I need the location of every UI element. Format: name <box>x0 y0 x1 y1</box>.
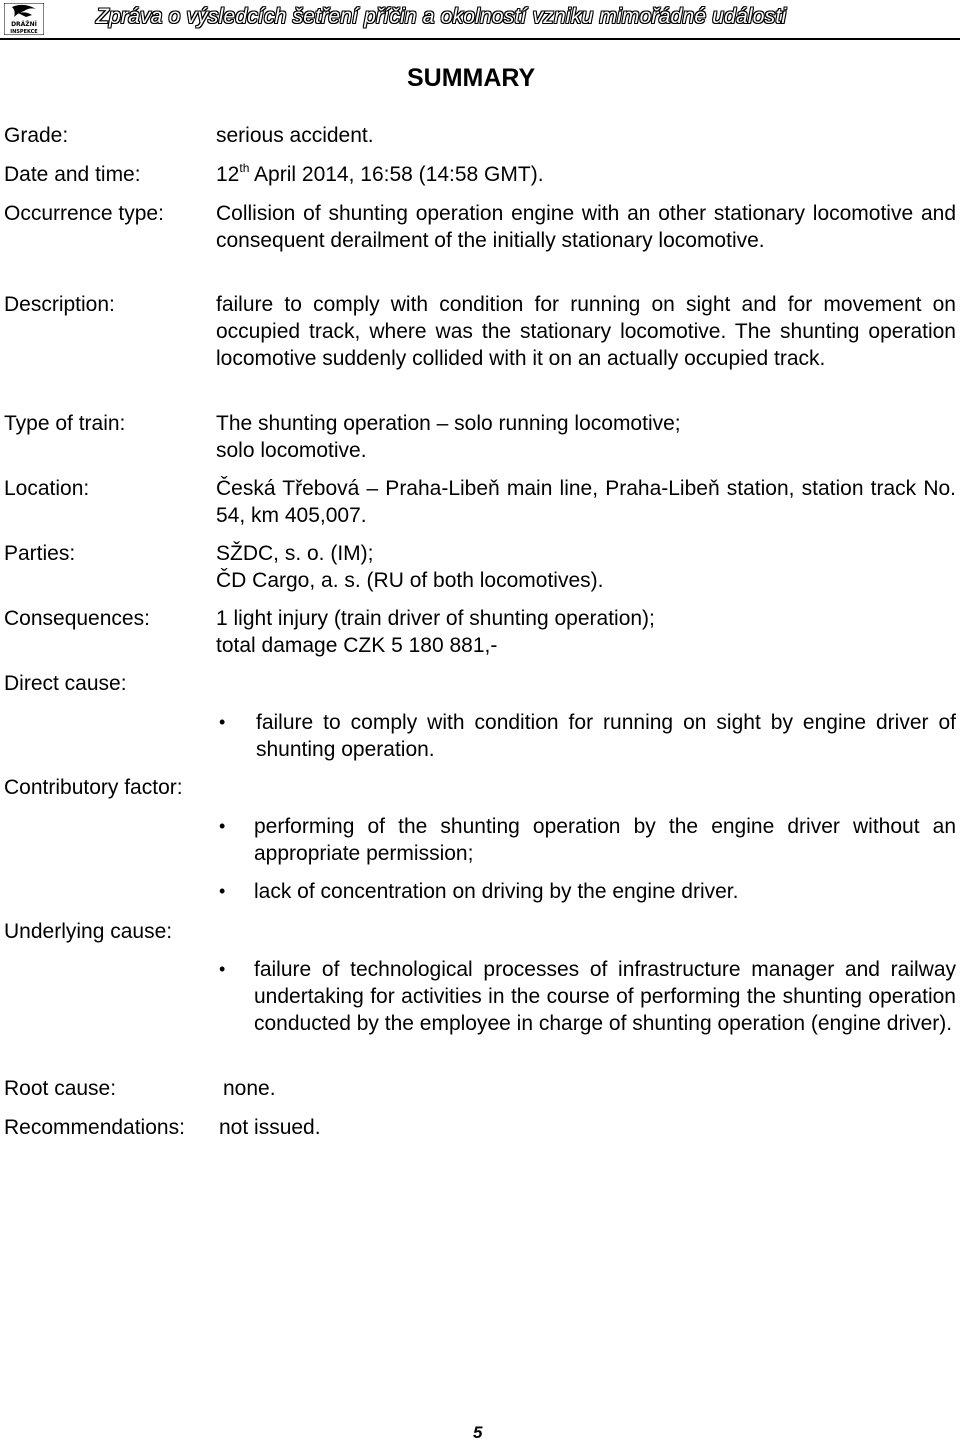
contributory-factor-text: performing of the shunting operation by the engine driver without an appropriate permission; <box>254 815 956 865</box>
page-header <box>0 0 960 40</box>
occurrence-type-label: Occurrence type: <box>4 202 164 225</box>
occurrence-type-value: Collision of shunting operation engine with an other stationary locomotive and consequent derailment of the initially stationary locomotive. <box>216 202 956 252</box>
date-ordinal: th <box>239 161 250 175</box>
page-number: 5 <box>473 1423 483 1442</box>
direct-cause-label: Direct cause: <box>4 672 127 695</box>
grade-label: Grade: <box>4 124 69 147</box>
drazni-inspekce-logo <box>4 3 44 35</box>
description-value: failure to comply with condition for running on sight and for movement on occupied track, where was the stationary locomotive. The shunting operation locomotive suddenly collided with it on an actually occupied track. <box>216 293 956 370</box>
contributory-factor-item <box>216 878 956 905</box>
location-value: Česká Třebová – Praha-Libeň main line, Praha-Libeň station, station track No. 54, km 405,007. <box>216 477 956 527</box>
parties-line-1: SŽDC, s. o. (IM); <box>216 542 374 565</box>
bullet-icon: • <box>219 712 226 732</box>
header-divider <box>0 38 960 40</box>
train-type-line-1: The shunting operation – solo running locomotive; <box>216 412 681 435</box>
bullet-icon: • <box>219 959 226 979</box>
consequences-line-2: total damage CZK 5 180 881,- <box>216 634 498 657</box>
contributory-factor-text: lack of concentration on driving by the engine driver. <box>254 880 739 903</box>
location-label: Location: <box>4 477 90 500</box>
train-type-line-2: solo locomotive. <box>216 439 367 462</box>
date-rest: April 2014, 16:58 (14:58 GMT). <box>249 163 544 186</box>
train-type-label: Type of train: <box>4 412 126 435</box>
direct-cause-text: failure to comply with condition for running on sight by engine driver of shunting operation. <box>256 711 956 761</box>
underlying-cause-label: Underlying cause: <box>4 920 173 943</box>
parties-line-2: ČD Cargo, a. s. (RU of both locomotives). <box>216 569 604 592</box>
parties-value <box>216 540 956 594</box>
contributory-factor-label: Contributory factor: <box>4 776 183 799</box>
consequences-value <box>216 605 956 659</box>
description-label: Description: <box>4 293 115 316</box>
recommendations-value: not issued. <box>219 1116 321 1139</box>
logo-text-bottom: INSPEKCE <box>10 29 38 35</box>
grade-value: serious accident. <box>216 124 374 147</box>
underlying-cause-item <box>216 956 956 1064</box>
consequences-label: Consequences: <box>4 607 150 630</box>
recommendations-label: Recommendations: <box>4 1116 185 1139</box>
bullet-icon: • <box>219 816 226 836</box>
train-type-value <box>216 410 956 464</box>
consequences-line-1: 1 light injury (train driver of shunting operation); <box>216 607 655 630</box>
date-time-value <box>216 161 956 188</box>
header-title: Zpráva o výsledcích šetření příčin a okolností vzniku mimořádné události <box>96 5 787 28</box>
contributory-factor-item <box>216 813 956 867</box>
root-cause-label: Root cause: <box>4 1077 117 1100</box>
parties-label: Parties: <box>4 542 76 565</box>
root-cause-value: none. <box>223 1077 276 1100</box>
date-time-label: Date and time: <box>4 163 141 186</box>
direct-cause-item <box>216 709 956 763</box>
summary-heading: SUMMARY <box>407 64 536 92</box>
logo-text-top: DRÁŽNÍ <box>11 21 37 28</box>
bullet-icon: • <box>219 881 226 901</box>
underlying-cause-text: failure of technological processes of infrastructure manager and railway undertaking for activities in the course of performing the shunting operation conducted by the employee in charge of shunting operation (engine driver). <box>254 958 956 1035</box>
date-day: 12 <box>216 163 240 186</box>
